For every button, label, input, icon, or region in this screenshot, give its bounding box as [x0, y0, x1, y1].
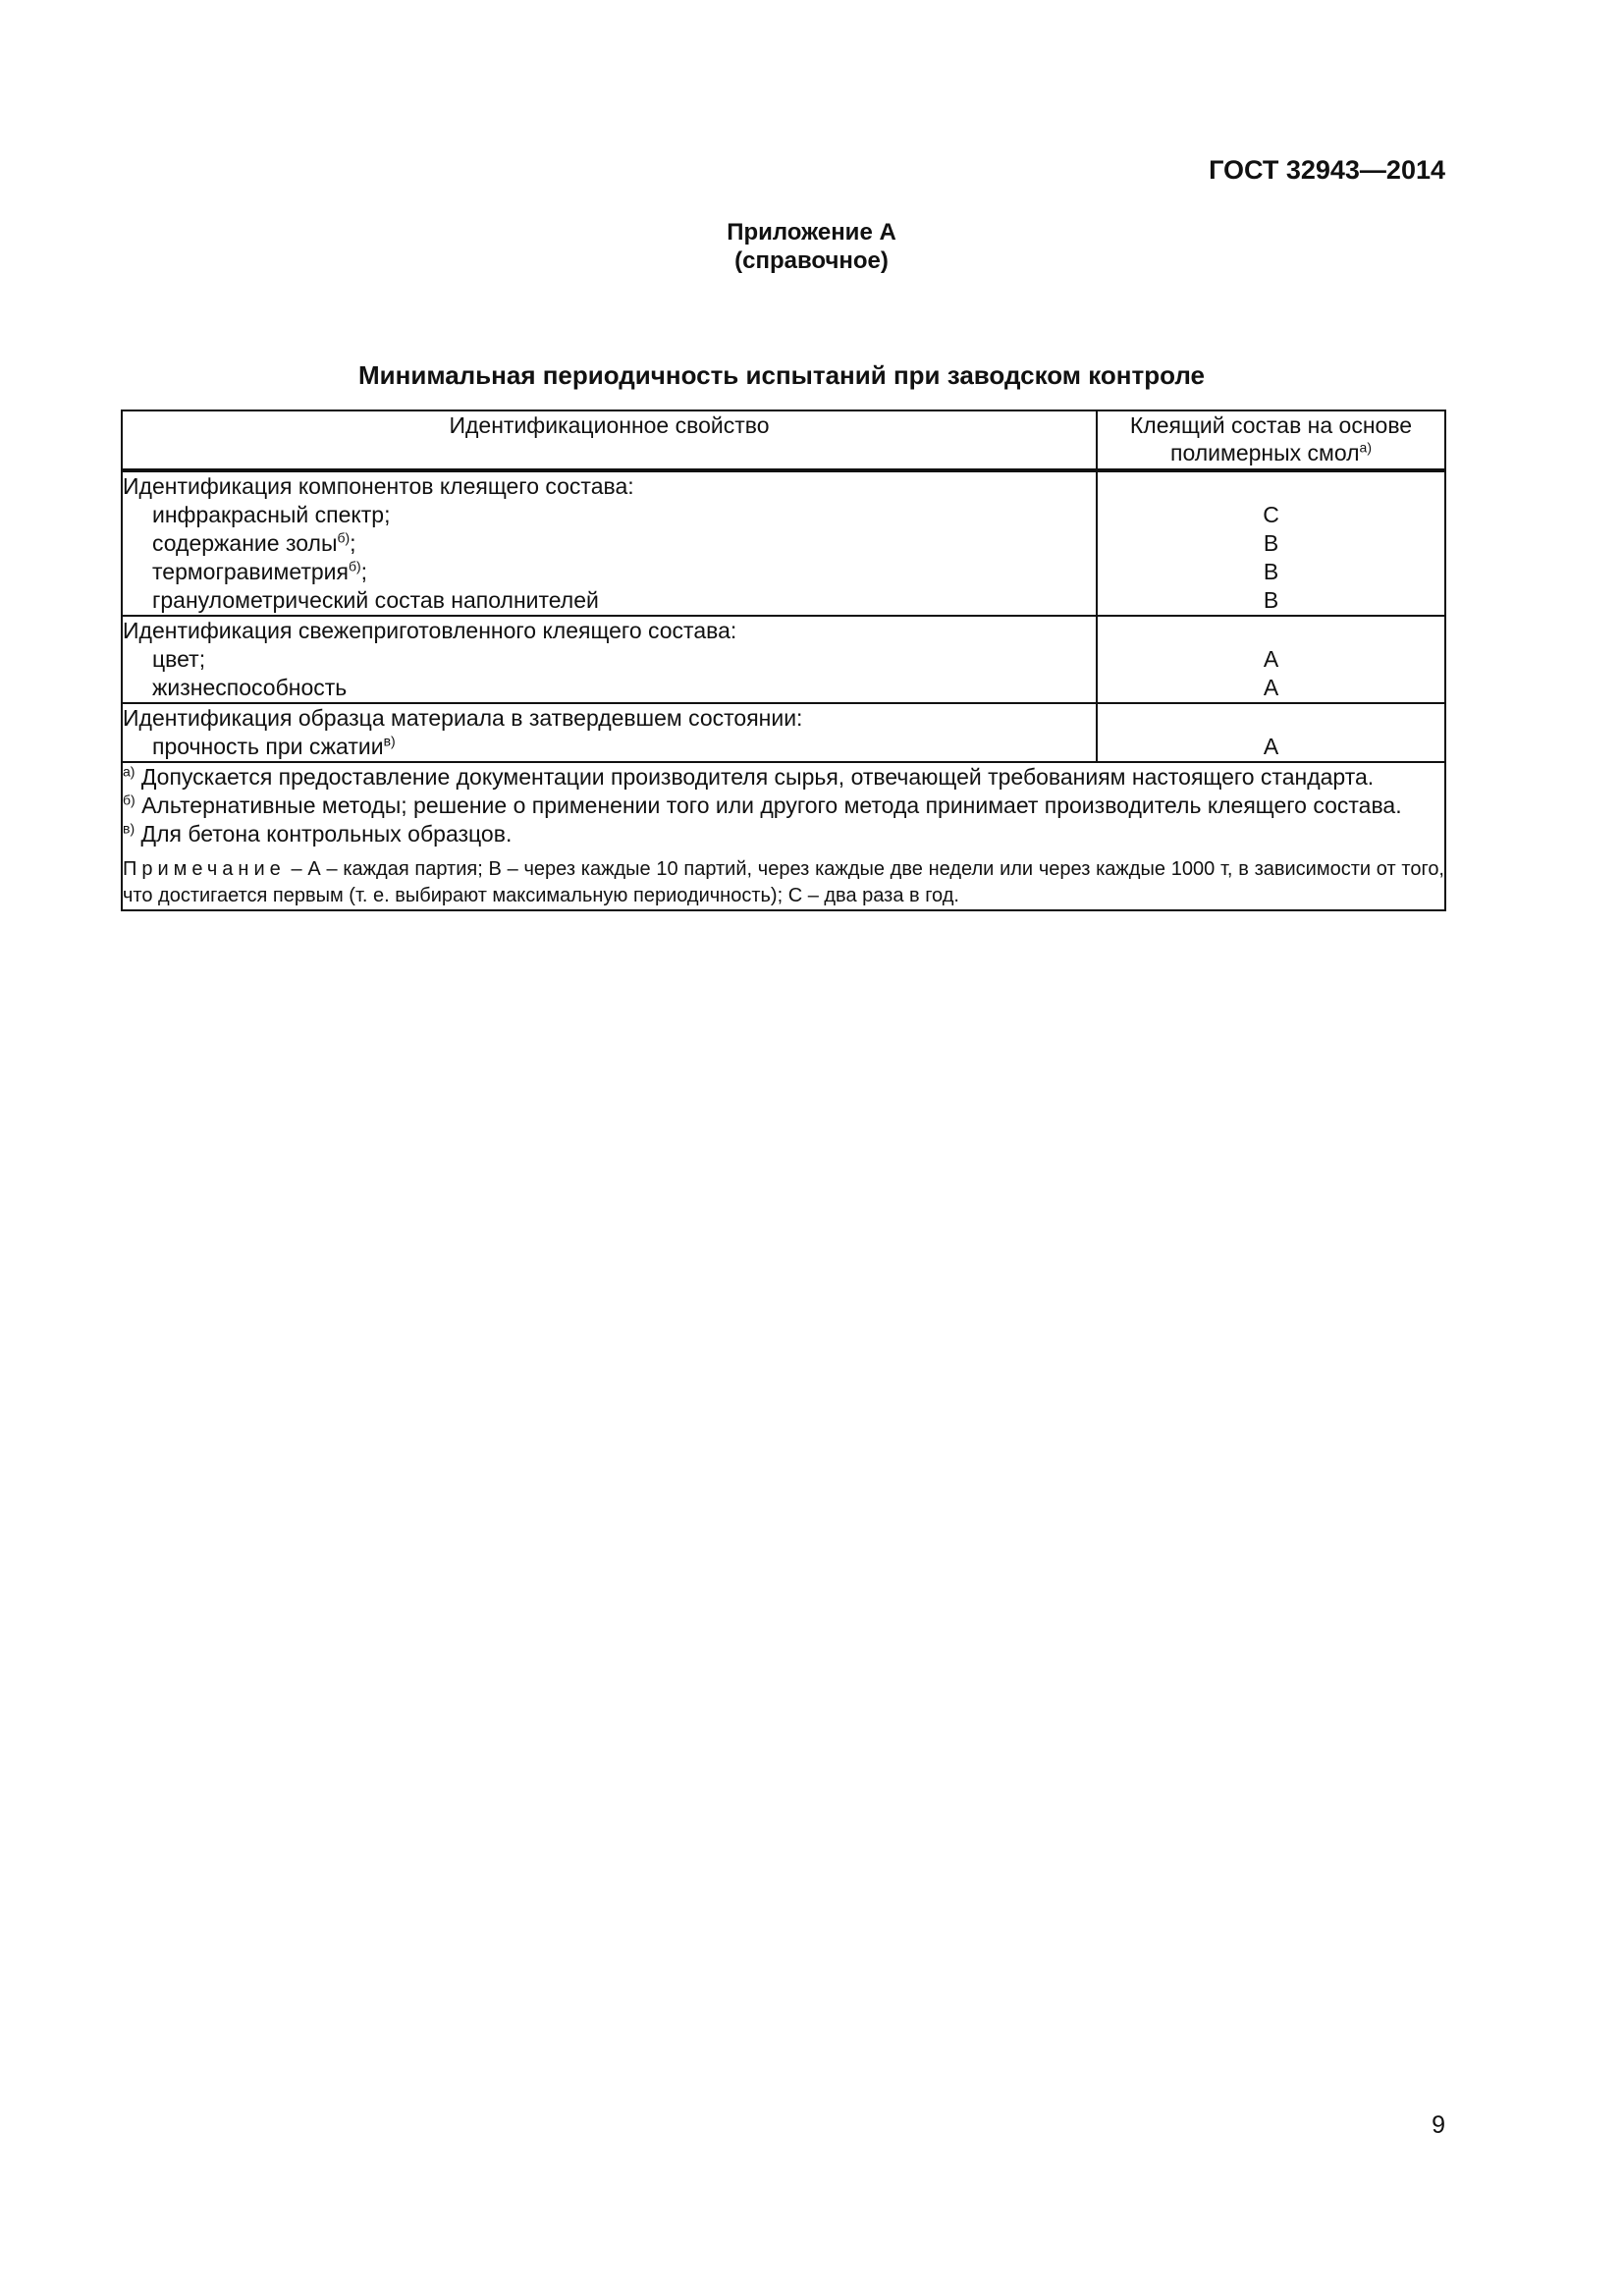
group-title: Идентификация образца материала в затвердевшем состоянии:	[123, 705, 803, 731]
header-composition	[1097, 410, 1445, 470]
property-cell	[122, 616, 1097, 703]
footnote-text: Для бетона контрольных образцов.	[135, 821, 513, 847]
item-label	[123, 733, 1096, 761]
table-row	[122, 470, 1445, 616]
notes-cell	[122, 762, 1445, 910]
appendix-heading	[0, 218, 1623, 275]
footnote	[123, 792, 1444, 820]
item-text: инфракрасный спектр;	[152, 502, 391, 527]
property-cell	[122, 470, 1097, 616]
property-cell	[122, 703, 1097, 762]
item-label	[123, 586, 1096, 615]
item-label	[123, 674, 1096, 702]
table-title: Минимальная периодичность испытаний при заводском контроле	[357, 360, 1205, 390]
footnote	[123, 763, 1444, 792]
document-code: ГОСТ 32943—2014	[1209, 155, 1445, 185]
appendix-subtitle: (справочное)	[734, 247, 889, 274]
item-text: цвет;	[152, 646, 206, 672]
item-text: прочность при сжатии	[152, 734, 384, 759]
footnote	[123, 820, 1444, 848]
spacer	[1098, 704, 1444, 733]
note-label: Примечание	[123, 858, 286, 880]
item-label	[123, 645, 1096, 674]
item-label	[123, 501, 1096, 529]
value-cell	[1097, 616, 1445, 703]
item-value: В	[1263, 587, 1279, 613]
item-value: А	[1263, 675, 1279, 700]
header-property: Идентификационное свойство	[122, 410, 1097, 470]
footnote-ref: а)	[1359, 439, 1372, 456]
footnote-text: Альтернативные методы; решение о применении того или другого метода принимает производитель клеящего состава.	[135, 793, 1402, 818]
item-text: жизнеспособность	[152, 675, 348, 700]
item-text: термогравиметрия	[152, 559, 349, 584]
note-text: – А – каждая партия; В – через каждые 10 партий, через каждые две недели или через каждые 1000 т, в зависимости от того, что достигается первым (т. е. выбирают максимальную периодичность); С – два раза в год.	[123, 858, 1444, 906]
footnote-ref: б)	[337, 529, 351, 546]
footnote-mark: а)	[123, 763, 135, 780]
spacer	[1098, 472, 1444, 501]
footnote-mark: б)	[123, 792, 135, 808]
footnote-text: Допускается предоставление документации производителя сырья, отвечающей требованиям настоящего стандарта.	[135, 764, 1375, 790]
appendix-title: Приложение А	[727, 219, 896, 246]
table-header-row	[122, 410, 1445, 470]
item-value: В	[1263, 559, 1279, 584]
page-number: 9	[1432, 2111, 1445, 2139]
table-row	[122, 703, 1445, 762]
header-composition-text: Клеящий состав на основе полимерных смол	[1129, 412, 1413, 465]
value-cell	[1097, 703, 1445, 762]
table-row	[122, 616, 1445, 703]
item-value: А	[1263, 734, 1279, 759]
item-label	[123, 558, 1096, 586]
item-label	[123, 529, 1096, 558]
test-frequency-table	[121, 410, 1446, 911]
item-tail: ;	[350, 530, 356, 556]
footnote-mark: в)	[123, 820, 135, 837]
item-value: С	[1263, 502, 1279, 527]
item-value: В	[1263, 530, 1279, 556]
table-note	[123, 856, 1444, 909]
item-text: содержание золы	[152, 530, 338, 556]
table-notes-row	[122, 762, 1445, 910]
spacer	[1098, 617, 1444, 645]
item-tail: ;	[360, 559, 368, 584]
footnote-ref: б)	[348, 558, 361, 574]
value-cell	[1097, 470, 1445, 616]
item-text: гранулометрический состав наполнителей	[152, 587, 599, 613]
footnote-ref: в)	[383, 733, 396, 749]
group-title: Идентификация компонентов клеящего состава:	[123, 473, 634, 499]
group-title: Идентификация свежеприготовленного клеящего состава:	[123, 618, 737, 643]
item-value: А	[1263, 646, 1279, 672]
